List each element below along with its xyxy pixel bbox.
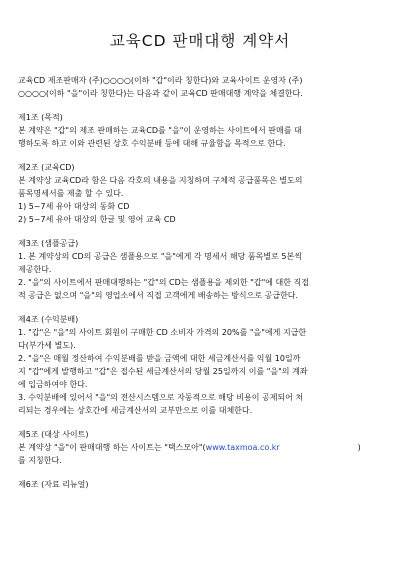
article-line: 1) 5~7세 유아 대상의 동화 CD <box>18 202 130 211</box>
intro-line: ○○○○(이하 "을"이라 칭한다)는 다음과 같이 교육CD 판매대행 계약을 체결한다. <box>18 89 303 98</box>
article-line: 지 "갑"에게 발행하고 "갑"은 접수된 세금계산서의 당월 25일까지 이를 "을"의 계좌 <box>18 367 308 376</box>
article-heading: 제2조 (교육CD) <box>18 163 75 172</box>
article-2 <box>18 161 382 226</box>
article-heading: 제1조 (목적) <box>18 113 63 122</box>
article-heading: 제6조 (자료 리뉴얼) <box>18 480 89 489</box>
intro-paragraph <box>18 74 382 100</box>
article-line: 2. "을"의 사이트에서 판매대행하는 "갑"의 CD는 샘플용을 제외한 "갑"에 대한 직접 <box>18 278 309 287</box>
article-3 <box>18 237 382 302</box>
article-heading: 제5조 (대상 사이트) <box>18 430 89 439</box>
article-line: 행하도록 하고 이와 관련된 상호 수익분배 등에 대해 규율함을 목적으로 한다. <box>18 139 286 148</box>
article-line: 1. 본 계약상의 CD의 공급은 샘플용으로 "을"에게 각 명세서 해당 품목별로 5본씩 <box>18 252 302 261</box>
article-line: 리되는 경우에는 상호간에 세금계산서의 교부만으로 이를 대체한다. <box>18 406 253 415</box>
article-6 <box>18 478 382 491</box>
article-line: 를 지칭한다. <box>18 456 62 465</box>
article-4 <box>18 313 382 417</box>
article-line: 본 계약상 교육CD라 함은 다음 각호의 내용을 지칭하며 구체적 공급품목은 별도의 <box>18 176 303 185</box>
article-line: 품목명세서를 제출 할 수 있다. <box>18 189 124 198</box>
article-line: 제공한다. <box>18 265 52 274</box>
article-line: 2) 5~7세 유아 대상의 한글 및 영어 교육 CD <box>18 215 176 224</box>
article-line: 적 공급은 없으며 "을"의 영업소에서 직접 고객에게 배송하는 방식으로 공급한다. <box>18 291 299 300</box>
article-1 <box>18 111 382 150</box>
article-text: ) <box>357 443 361 452</box>
article-line: 다(부가세 별도). <box>18 341 76 350</box>
article-line: 에 입금하여야 한다. <box>18 380 88 389</box>
article-line <box>18 441 382 454</box>
site-url-link[interactable]: www.taxmoa.co.kr <box>205 443 280 452</box>
article-line: 3. 수익분배에 있어서 "을"의 전산시스템으로 자동적으로 해당 비용이 공제되어 처 <box>18 393 304 402</box>
article-line: 본 계약은 "갑"의 제조 판매하는 교육CD를 "을"이 운영하는 사이트에서 판매를 대 <box>18 126 302 135</box>
article-heading: 제4조 (수익분배) <box>18 315 79 324</box>
article-line: 1. "갑"은 "을"의 사이트 회원이 구매한 CD 소비자 가격의 20%를 "을"에게 지급한 <box>18 328 307 337</box>
article-text: 본 계약상 "을"이 판매대행 하는 사이트는 "택스모아"( <box>18 443 206 452</box>
article-heading: 제3조 (샘플공급) <box>18 239 79 248</box>
article-5 <box>18 428 382 467</box>
document-title: 교육CD 판매대행 계약서 <box>109 32 291 50</box>
intro-line: 교육CD 제조판매자 (주)○○○○(이하 "갑"이라 칭한다)와 교육사이트 운영자 (주) <box>18 76 303 85</box>
article-line: 2. "을"은 매월 정산하여 수익분배를 받을 금액에 대한 세금계산서를 익월 10일까 <box>18 354 301 363</box>
